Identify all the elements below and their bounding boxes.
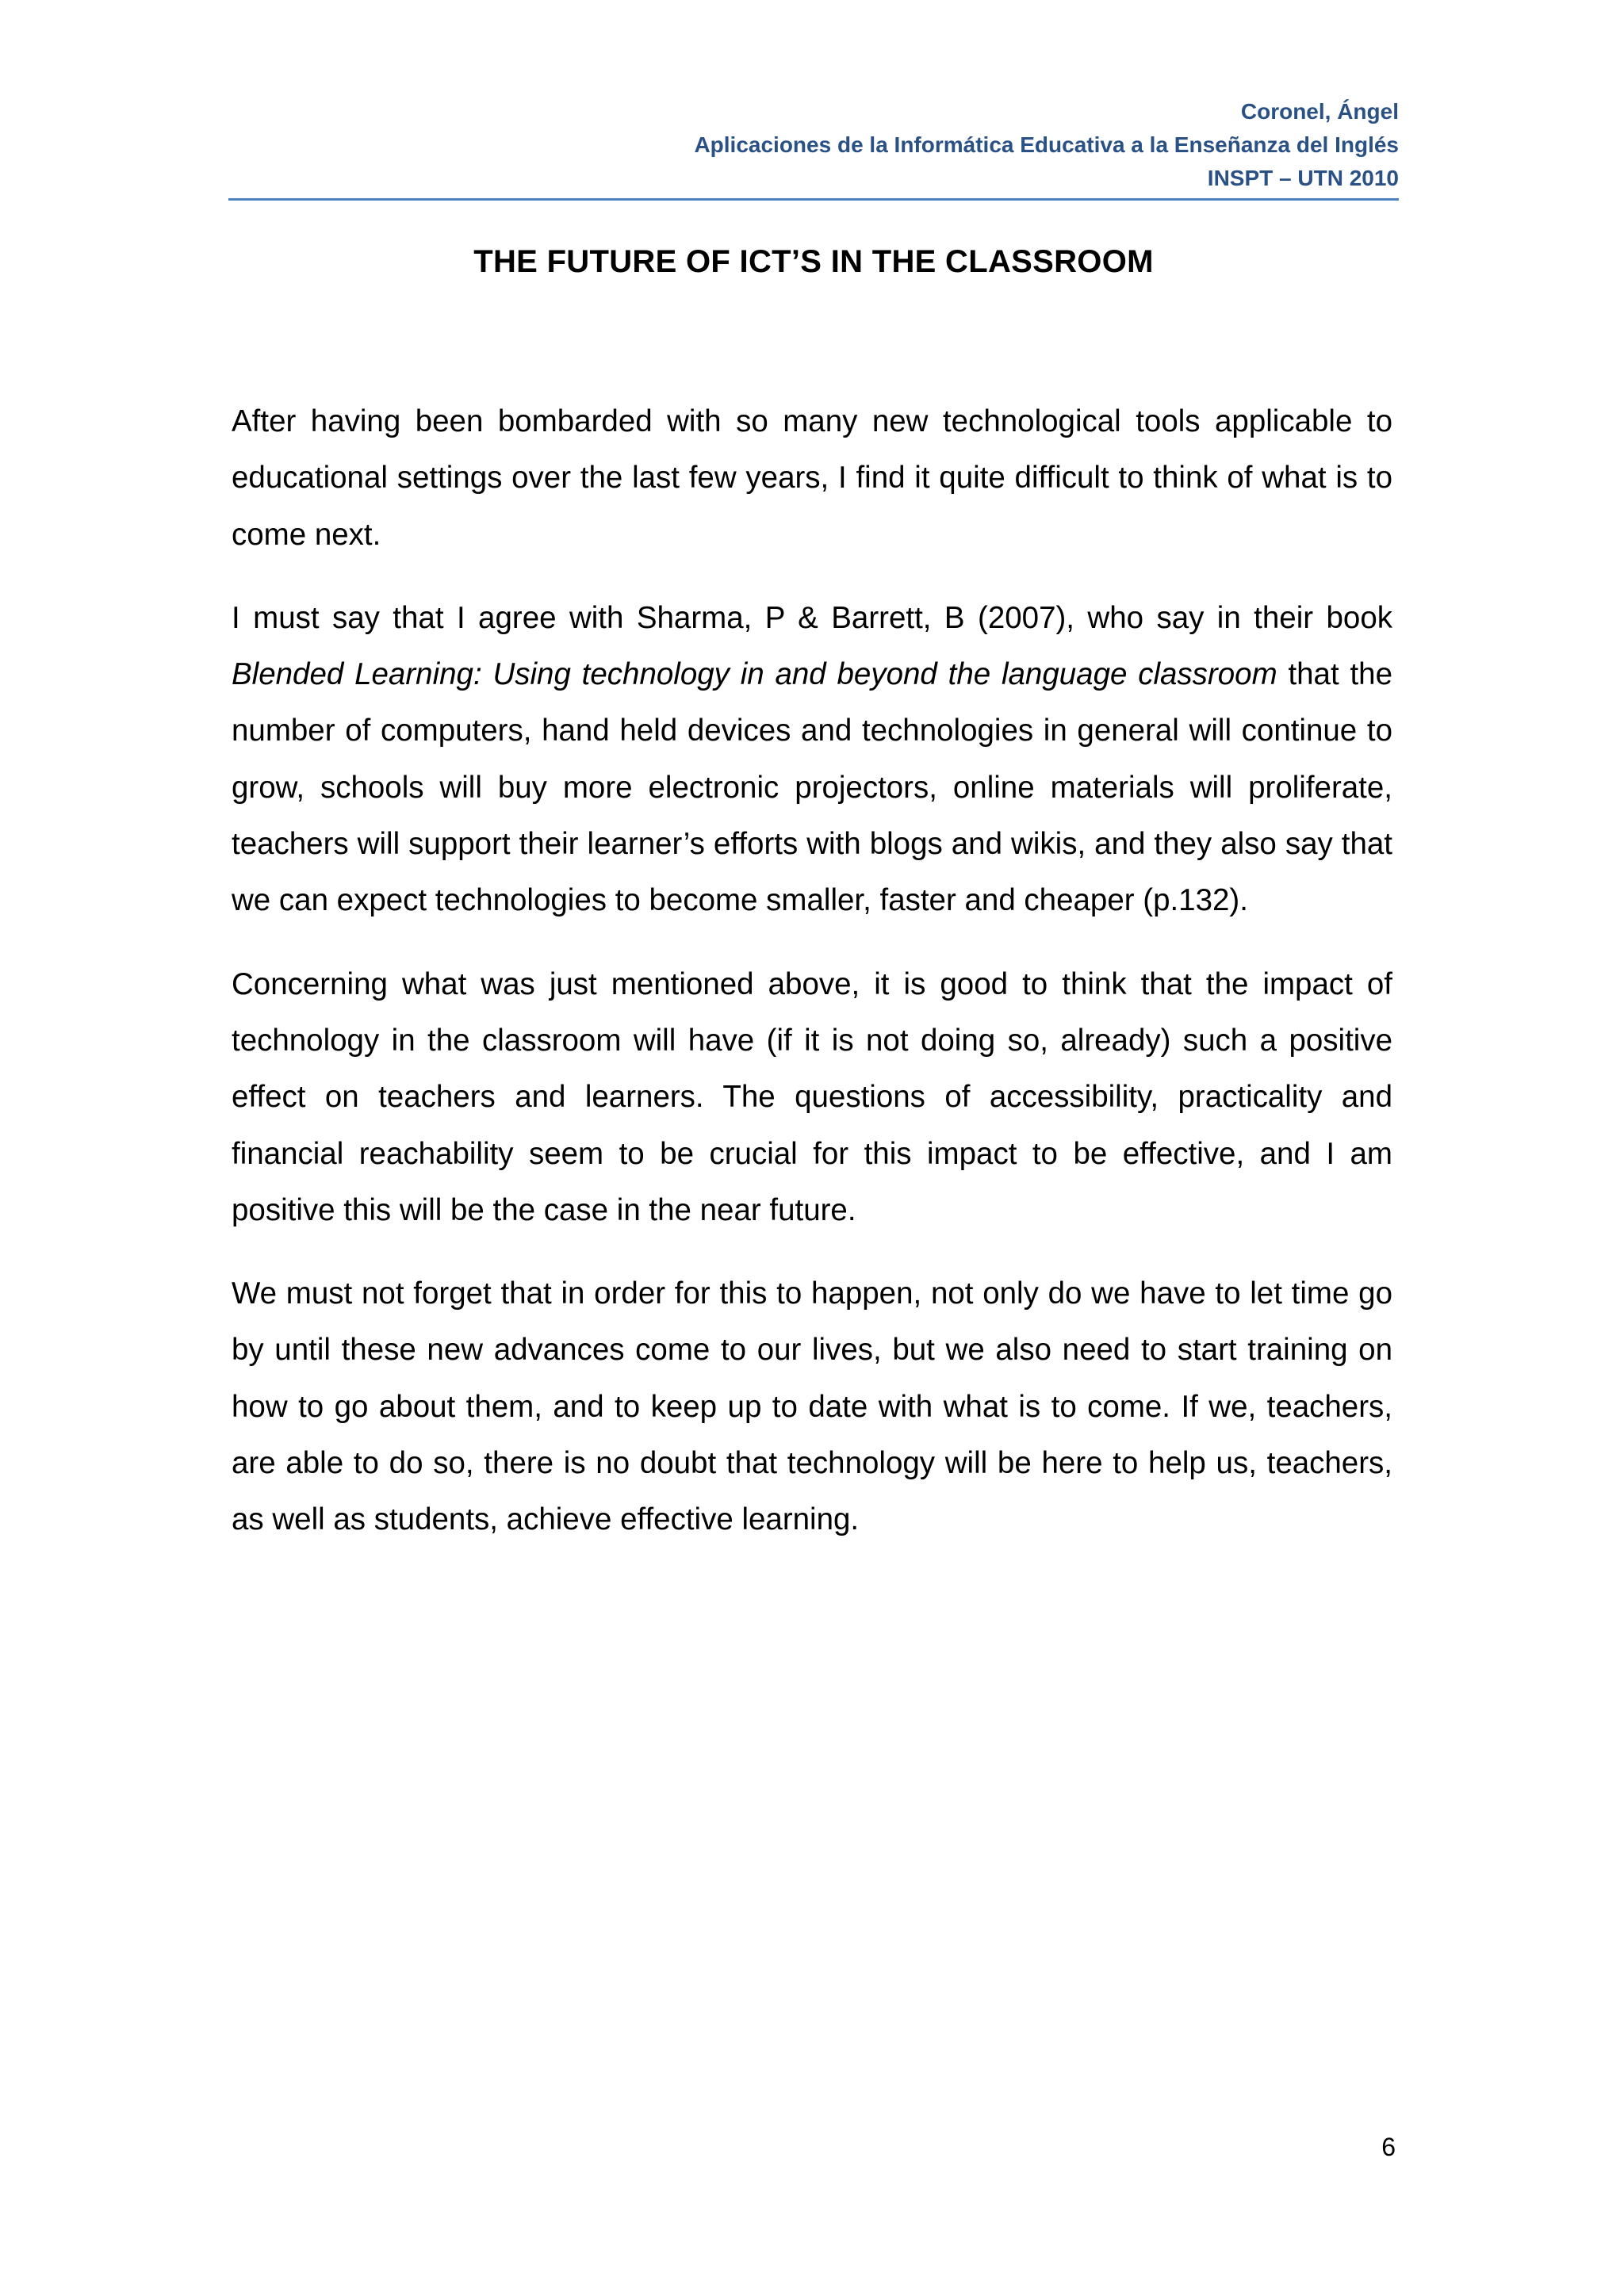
header-author: Coronel, Ángel bbox=[1240, 99, 1399, 124]
body-text bbox=[232, 393, 1392, 1575]
page-title: THE FUTURE OF ICT’S IN THE CLASSROOM bbox=[473, 244, 1154, 279]
page-number: 6 bbox=[1381, 2133, 1396, 2161]
header-divider bbox=[228, 198, 1399, 201]
paragraph-1: After having been bombarded with so many new technological tools applicable to educational settings over the last few years, I find it quite difficult to think of what is to come next. bbox=[232, 404, 1392, 552]
running-header bbox=[228, 95, 1399, 195]
paragraph-2-intro: I must say that I agree with Sharma, P & Barrett, B (2007), who say in their book bbox=[232, 600, 1392, 635]
header-course: Aplicaciones de la Informática Educativa a la Enseñanza del Inglés bbox=[694, 132, 1399, 157]
paragraph-2 bbox=[232, 590, 1392, 929]
paragraph-4: We must not forget that in order for this to happen, not only do we have to let time go by until these new advances come to our lives, but we also need to start training on how to go about them, and to keep up to date with what is to come. If we, teachers, are able to do so, there is no doubt that technology will be here to help us, teachers, as well as students, achieve effective learning. bbox=[232, 1276, 1392, 1537]
paragraph-3: Concerning what was just mentioned above, it is good to think that the impact of technology in the classroom will have (if it is not doing so, already) such a positive effect on teachers and learners. The questions of accessibility, practicality and financial reachability seem to be crucial for this impact to be effective, and I am positive this will be the case in the near future. bbox=[232, 966, 1392, 1227]
header-institution: INSPT – UTN 2010 bbox=[1207, 166, 1399, 190]
paragraph-2-rest: that the number of computers, hand held devices and technologies in general will continue to grow, schools will buy more electronic projectors, online materials will proliferate, teachers will support their learner’s efforts with blogs and wikis, and they also say that we can expect technologies to become smaller, faster and cheaper (p.132). bbox=[232, 657, 1392, 918]
book-title: Blended Learning: Using technology in and beyond the language classroom bbox=[232, 657, 1277, 692]
